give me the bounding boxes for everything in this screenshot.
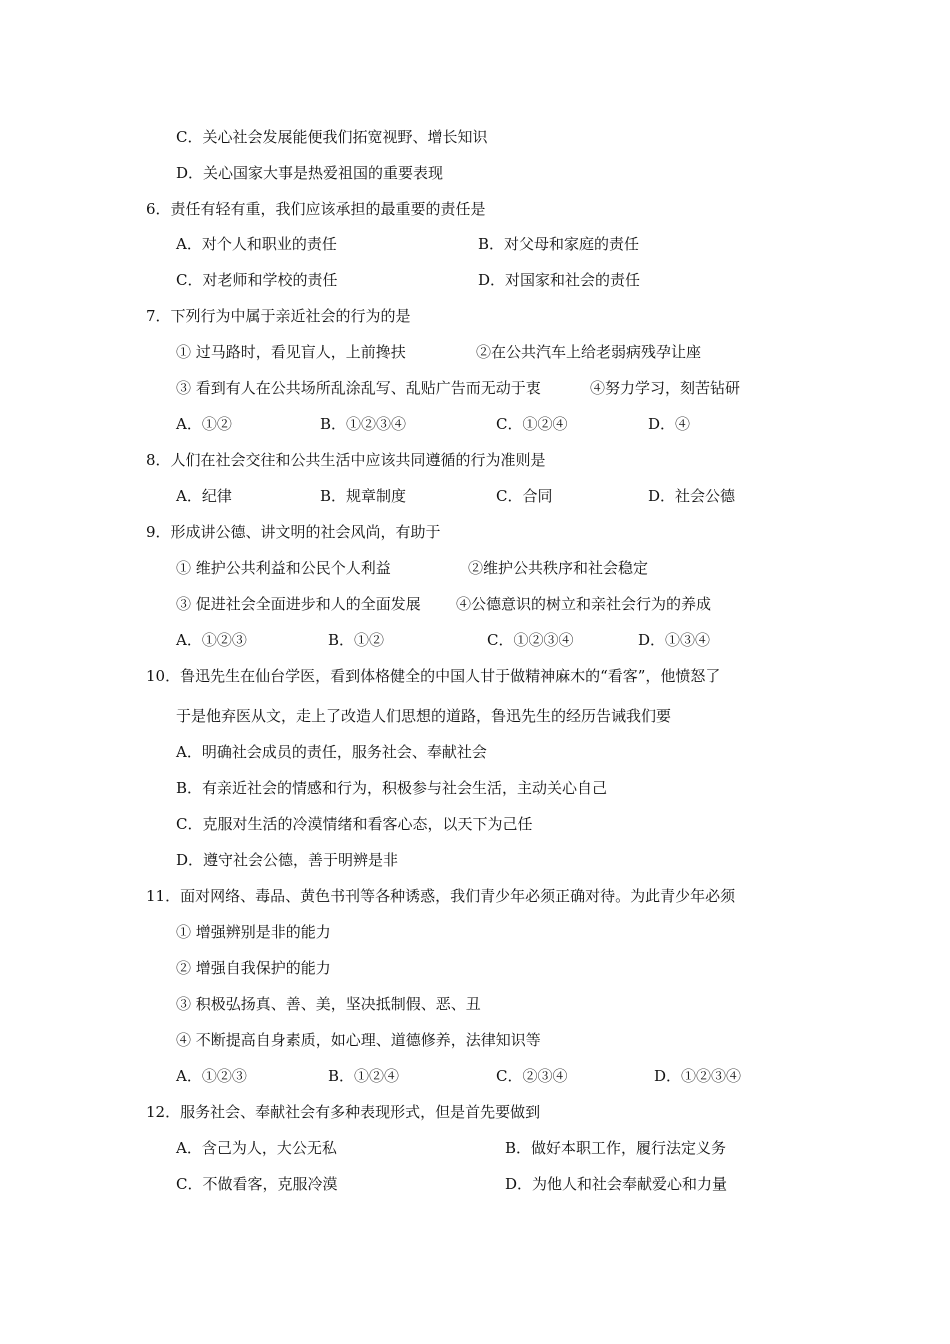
q7-item-3: ③ 看到有人在公共场所乱涂乱写、乱贴广告而无动于衷 bbox=[176, 379, 541, 397]
q12-option-d: D．为他人和社会奉献爱心和力量 bbox=[505, 1175, 728, 1193]
q9-item-2: ②维护公共秩序和社会稳定 bbox=[468, 559, 649, 577]
q10-option-b: B．有亲近社会的情感和行为，积极参与社会生活，主动关心自己 bbox=[176, 779, 608, 797]
q7-item-2: ②在公共汽车上给老弱病残孕让座 bbox=[476, 343, 702, 361]
q10-option-c: C．克服对生活的冷漠情绪和看客心态，以天下为己任 bbox=[176, 815, 533, 833]
q7-option-d: D．④ bbox=[648, 415, 691, 433]
q10-option-a: A．明确社会成员的责任，服务社会、奉献社会 bbox=[176, 743, 487, 761]
q9-option-a: A．①②③ bbox=[176, 631, 247, 649]
q11-item-1: ① 增强辨别是非的能力 bbox=[176, 923, 331, 941]
q6-option-a: A．对个人和职业的责任 bbox=[176, 235, 337, 253]
q8-option-d: D．社会公德 bbox=[648, 487, 736, 505]
q7-option-c: C．①②④ bbox=[496, 415, 568, 433]
q10-option-d: D．遵守社会公德，善于明辨是非 bbox=[176, 851, 399, 869]
q7-item-4: ④努力学习，刻苦钻研 bbox=[590, 379, 741, 397]
q11-item-2: ② 增强自我保护的能力 bbox=[176, 959, 331, 977]
q12-option-b: B．做好本职工作，履行法定义务 bbox=[505, 1139, 727, 1157]
q11-option-d: D．①②③④ bbox=[654, 1067, 742, 1085]
q7-item-1: ① 过马路时，看见盲人，上前搀扶 bbox=[176, 343, 406, 361]
q6-option-d: D．对国家和社会的责任 bbox=[478, 271, 641, 289]
q7-option-a: A．①② bbox=[176, 415, 232, 433]
q6-option-b: B．对父母和家庭的责任 bbox=[478, 235, 640, 253]
q5-option-c: C．关心社会发展能便我们拓宽视野、增长知识 bbox=[176, 128, 488, 146]
q11-option-b: B．①②④ bbox=[328, 1067, 400, 1085]
q9-option-c: C．①②③④ bbox=[487, 631, 574, 649]
q8-option-c: C．合同 bbox=[496, 487, 553, 505]
q9-item-1: ① 维护公共利益和公民个人利益 bbox=[176, 559, 391, 577]
q8-option-b: B．规章制度 bbox=[320, 487, 407, 505]
q6-stem: 6．责任有轻有重，我们应该承担的最重要的责任是 bbox=[146, 200, 486, 218]
q11-option-c: C．②③④ bbox=[496, 1067, 568, 1085]
q12-stem: 12．服务社会、奉献社会有多种表现形式，但是首先要做到 bbox=[146, 1103, 541, 1121]
q11-item-3: ③ 积极弘扬真、善、美，坚决抵制假、恶、丑 bbox=[176, 995, 481, 1013]
q5-option-d: D．关心国家大事是热爱祖国的重要表现 bbox=[176, 164, 444, 182]
q10-stem-line2: 于是他弃医从文，走上了改造人们思想的道路，鲁迅先生的经历告诫我们要 bbox=[176, 707, 672, 725]
q10-stem-line1: 10．鲁迅先生在仙台学医，看到体格健全的中国人甘于做精神麻木的“看客”，他愤怒了 bbox=[146, 667, 721, 685]
q7-option-b: B．①②③④ bbox=[320, 415, 407, 433]
q11-item-4: ④ 不断提高自身素质，如心理、道德修养，法律知识等 bbox=[176, 1031, 541, 1049]
q6-option-c: C．对老师和学校的责任 bbox=[176, 271, 338, 289]
q11-option-a: A．①②③ bbox=[176, 1067, 247, 1085]
q12-option-a: A．含己为人，大公无私 bbox=[176, 1139, 337, 1157]
q11-stem: 11．面对网络、毒品、黄色书刊等各种诱惑，我们青少年必须正确对待。为此青少年必须 bbox=[146, 887, 736, 905]
q9-option-b: B．①② bbox=[328, 631, 385, 649]
q8-stem: 8．人们在社会交往和公共生活中应该共同遵循的行为准则是 bbox=[146, 451, 546, 469]
q7-stem: 7．下列行为中属于亲近社会的行为的是 bbox=[146, 307, 411, 325]
q12-option-c: C．不做看客，克服冷漠 bbox=[176, 1175, 338, 1193]
q9-option-d: D．①③④ bbox=[638, 631, 711, 649]
q8-option-a: A．纪律 bbox=[176, 487, 232, 505]
q9-item-4: ④公德意识的树立和亲社会行为的养成 bbox=[456, 595, 712, 613]
q9-stem: 9．形成讲公德、讲文明的社会风尚，有助于 bbox=[146, 523, 441, 541]
q9-item-3: ③ 促进社会全面进步和人的全面发展 bbox=[176, 595, 421, 613]
